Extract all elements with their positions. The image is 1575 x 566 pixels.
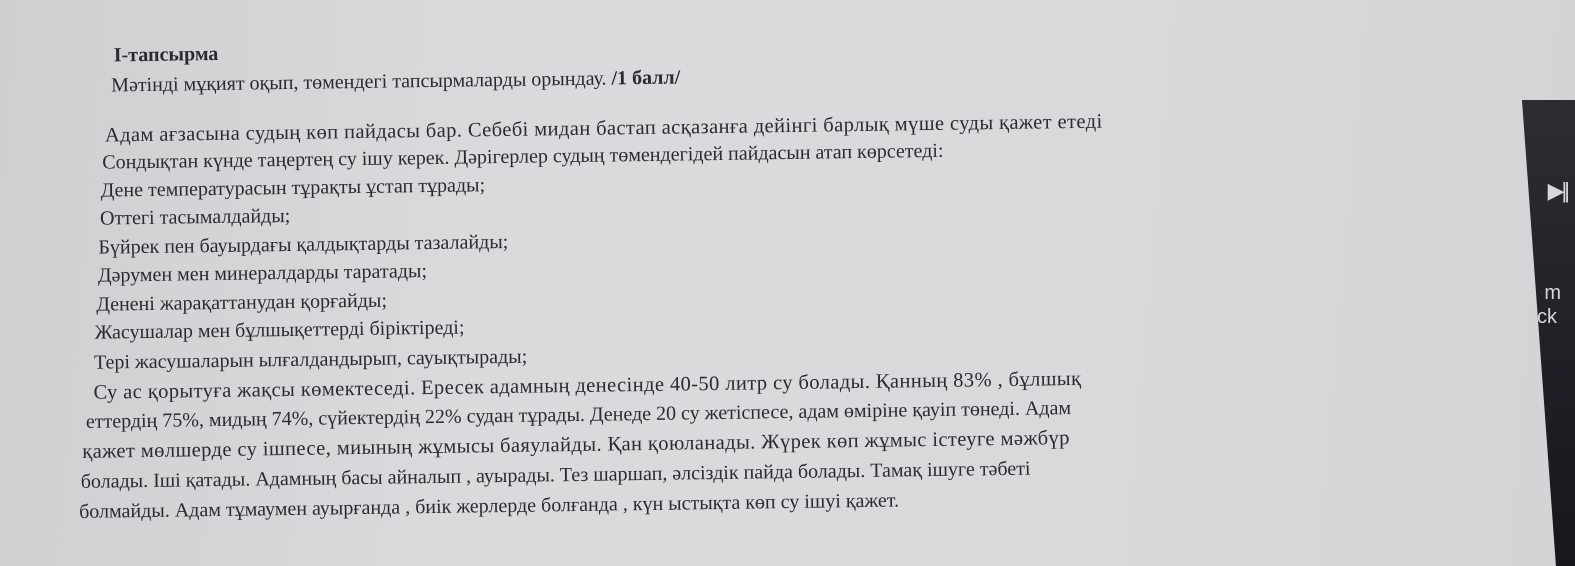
text-line: Адам ағзасына судың көп пайдасы бар. Себебі мидан бастап асқазанға дейінгі барлық мүше суды қажет етеді (104, 110, 1103, 147)
device-edge-text: ck (1537, 306, 1557, 328)
device-edge-text: m (1544, 282, 1561, 304)
instruction-text: Мәтінді мұқият оқып, төмендегі тапсырмаларды орындау. (111, 67, 612, 97)
list-item: Дәрумен мен минералдарды таратады; (97, 260, 428, 287)
task-title: I-тапсырма (113, 42, 219, 67)
play-pause-icon: ▶|| (1547, 178, 1567, 203)
list-item: Тері жасушаларын ылғалдандырып, сауықтырады; (93, 345, 528, 374)
list-item: Оттегі тасымалдайды; (99, 204, 291, 230)
text-line: еттердің 75%, мидың 74%, сүйектердің 22% судан тұрады. Денеде 20 су жетіспесе, адам өміріне қауіп төнеді. Адам (85, 397, 1072, 433)
text-line: болады. Іші қатады. Адамның басы айналып , ауырады. Тез шаршап, әлсіздік пайда болады. Тамақ ішуге тәбеті (80, 457, 1031, 493)
list-item: Жасушалар мен бұлшықеттерді біріктіреді; (94, 316, 465, 344)
text-line: қажет мөлшерде су ішпесе, миының жұмысы баяулайды. Қан қоюланады. Жүрек көп жұмыс істеуге мәжбүр (82, 427, 1070, 463)
task-instruction (111, 67, 680, 98)
text-line: Су ас қорытуға жақсы көмектеседі. Ересек адамның денесінде 40-50 литр су болады. Қанның 83% , бұлшық (93, 367, 1082, 404)
list-item: Денені жарақаттанудан қорғайды; (96, 289, 388, 316)
list-item: Бүйрек пен бауырдағы қалдықтарды тазалайды; (98, 230, 509, 259)
score-label: /1 балл/ (611, 66, 681, 90)
list-item: Дене температурасын тұрақты ұстап тұрады; (100, 174, 486, 202)
text-line: болмайды. Адам тұмаумен ауырғанда , биік жерлерде болғанда , күн ыстықта көп су ішуі қажет. (79, 489, 900, 523)
text-line: Сондықтан күнде таңертең су ішу керек. Дәрігерлер судың төмендегідей пайдасын атап көрсетеді: (102, 139, 944, 174)
